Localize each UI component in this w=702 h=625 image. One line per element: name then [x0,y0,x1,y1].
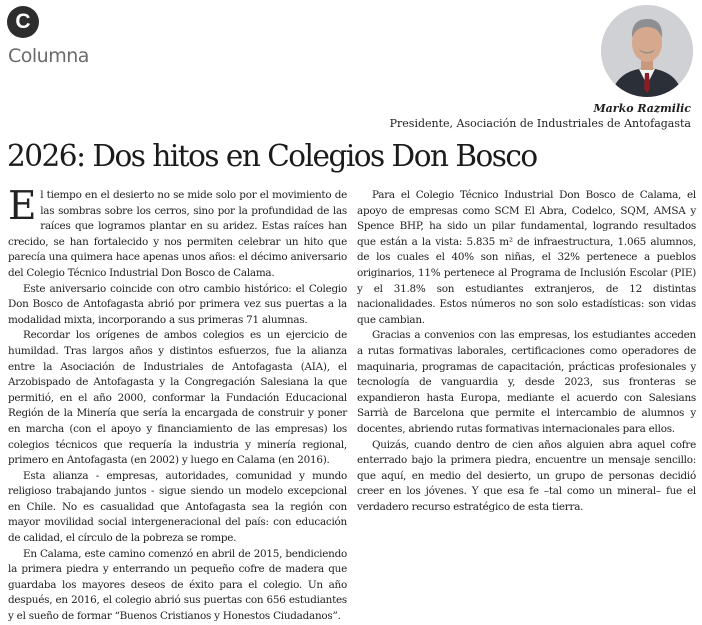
article-column-left [8,184,347,625]
paragraph-2: Este aniversario coincide con otro cambio histórico: el Colegio Don Bosco de Antofagasta abrió por primera vez sus puertas a la modalidad mixta, incorporando a sus primeras 71 alumnas. [8,282,347,326]
author-role: Presidente, Asociación de Industriales de Antofagasta [389,117,691,130]
author-block [390,101,691,131]
paragraph-8: Quizás, cuando dentro de cien años alguien abra aquel cofre enterrado bajo la primera piedra, encuentre un mensaje sencillo: que aquí, en medio del desierto, un grupo de personas decidió creer en los jóvenes. Y que esa fe –tal como un mineral– fue el verdadero recurso estratégico de esta tierra. [357,438,696,513]
paragraph-1-text: l tiempo en el desierto no se mide solo por el movimiento de las sombras sobre los cerros, sino por la profundidad de las raíces que logramos plantar en su aridez. Estas raíces han crecido, se han fortalecido y nos permiten celebrar un hito que parecía una quimera hace apenas unos años: el décimo aniversario del Colegio Técnico Industrial Don Bosco de Calama. [8,189,347,279]
section-label: Columna [8,45,89,67]
paragraph-5: En Calama, este camino comenzó en abril de 2015, bendiciendo la primera piedra y enterrando un pequeño cofre de madera que guardaba los mayores deseos de éxito para el colegio. Un año después, en 2016, el colegio abrió sus puertas con 656 estudiantes y el sueño de formar “Buenos Cristianos y Honestos Ciudadanos”. [8,547,347,623]
article-column-right [357,188,696,515]
paragraph-6: Para el Colegio Técnico Industrial Don Bosco de Calama, el apoyo de empresas como SCM El Abra, Codelco, SQM, AMSA y Spence BHP, ha sido un pilar fundamental, logrando resultados que están a la vista: 5.835 m² de infraestructura, 1.065 alumnos, de los cuales el 40% son niñas, el 32% pertenece a pueblos originarios, 11% pertenece al Programa de Inclusión Escolar (PIE) y el 31.8% son estudiantes extranjeros, de 12 distintas nacionalidades. Estos números no son solo estadísticas: son vidas que cambian. [357,189,696,326]
paragraph-4: Esta alianza - empresas, autoridades, comunidad y mundo religioso trabajando juntos - sigue siendo un modelo excepcional en Chile. No es casualidad que Antofagasta sea la región con mayor movilidad social intergeneracional del país: con educación de calidad, el círculo de la pobreza se rompe. [8,469,347,545]
paragraph-1 [8,184,347,282]
section-badge: C [7,6,39,38]
headline: 2026: Dos hitos en Colegios Don Bosco [7,139,537,173]
author-photo [601,5,693,97]
paragraph-7: Gracias a convenios con las empresas, los estudiantes acceden a rutas formativas laborales, certificaciones como operadores de maquinaria, programas de capacitación, prácticas profesionales y tecnología de vanguardia y, desde 2023, sus fronteras se expandieron hasta Europa, mediante el acuerdo con Salesians Sarrià de Barcelona que permite el intercambio de alumnos y docentes, abriendo rutas formativas internacionales para ellos. [357,329,696,435]
author-name: Marko Razmilic [593,102,691,115]
drop-cap: E [8,184,37,229]
paragraph-3: Recordar los orígenes de ambos colegios es un ejercicio de humildad. Tras largos años y distintos esfuerzos, fue la alianza entre la Asociación de Industriales de Antofagasta (AIA), el Arzobispado de Antofagasta y la Congregación Salesiana la que permitió, en el año 2000, conformar la Fundación Educacional Región de la Minería que sería la encargada de construir y poner en marcha (con el apoyo y financiamiento de las empresas) los colegios técnicos que requería la industria y minería regional, primero en Antofagasta (en 2002) y luego en Calama (en 2016). [8,329,347,467]
